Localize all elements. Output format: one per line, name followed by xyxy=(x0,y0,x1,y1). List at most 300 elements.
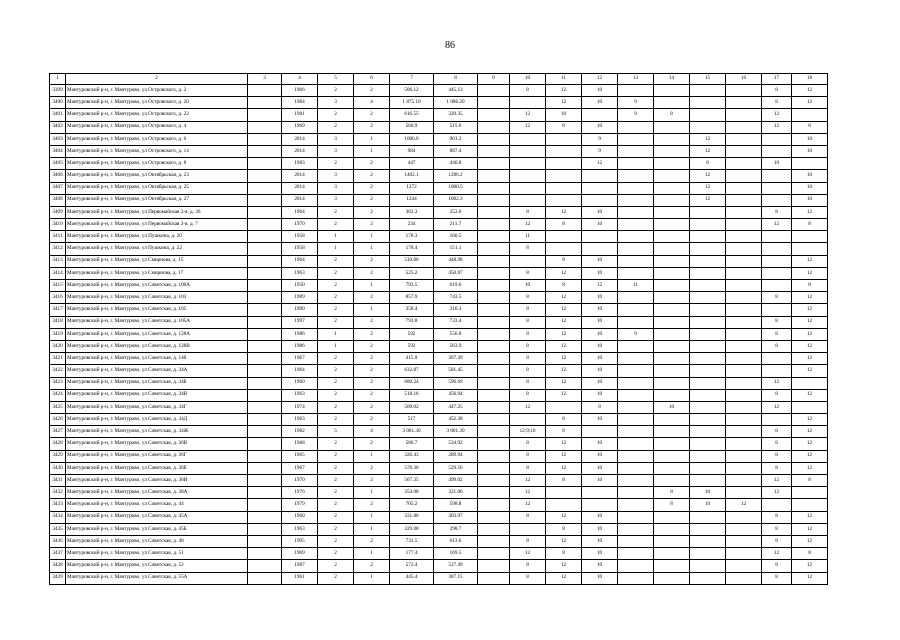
table-cell: 12 xyxy=(792,365,828,377)
table-cell xyxy=(654,560,690,572)
table-cell: 8 xyxy=(510,267,546,279)
table-cell xyxy=(690,450,726,462)
table-cell: 12 xyxy=(726,499,762,511)
table-cell xyxy=(546,487,582,499)
table-cell: 2 xyxy=(318,487,354,499)
table-cell xyxy=(654,243,690,255)
table-cell: 733.4 xyxy=(434,316,478,328)
table-cell xyxy=(478,255,510,267)
table-cell: 8 xyxy=(546,414,582,426)
table-cell: 596.69 xyxy=(434,377,478,389)
table-cell: 12 xyxy=(762,121,792,133)
table-cell: 12 xyxy=(762,377,792,389)
table-cell: 1989 xyxy=(282,292,318,304)
table-cell: 298.7 xyxy=(434,523,478,535)
table-cell: 2 xyxy=(354,353,390,365)
table-cell: 12 xyxy=(510,109,546,121)
table-cell: 506.12 xyxy=(390,85,434,97)
table-row xyxy=(50,450,828,462)
table-cell: 12 xyxy=(546,353,582,365)
table-cell: 3 xyxy=(318,133,354,145)
table-cell xyxy=(618,340,654,352)
address-cell: Мантуровский р-н, г. Мантурово, ул Советская, д. 51 xyxy=(66,548,248,560)
table-cell xyxy=(690,243,726,255)
table-cell xyxy=(726,560,762,572)
table-cell: 8 xyxy=(510,450,546,462)
table-cell: 12 xyxy=(546,438,582,450)
table-cell xyxy=(654,231,690,243)
table-cell xyxy=(478,414,510,426)
table-cell xyxy=(478,535,510,547)
table-cell: 1965 xyxy=(282,450,318,462)
table-cell xyxy=(726,377,762,389)
table-cell xyxy=(618,426,654,438)
address-cell: Мантуровский р-н, г. Мантурово, ул Советская, д. 45А xyxy=(66,511,248,523)
table-cell: 598.8 xyxy=(434,499,478,511)
table-cell: 12 xyxy=(792,328,828,340)
table-cell xyxy=(654,182,690,194)
table-cell xyxy=(618,145,654,157)
table-cell: 1963 xyxy=(282,523,318,535)
table-cell: 567.35 xyxy=(390,475,434,487)
table-cell: 2 xyxy=(354,535,390,547)
table-cell: 560.9 xyxy=(390,121,434,133)
table-cell: 354.08 xyxy=(390,487,434,499)
table-cell: 447 xyxy=(390,158,434,170)
table-cell xyxy=(654,280,690,292)
table-row xyxy=(50,243,828,255)
table-cell: 8 xyxy=(546,219,582,231)
table-cell: 10 xyxy=(582,438,618,450)
table-cell: 8 xyxy=(762,535,792,547)
address-cell: Мантуровский р-н, г. Мантурово, ул Советская, д. 34Д xyxy=(66,414,248,426)
table-cell: 12 xyxy=(792,255,828,267)
address-cell: Мантуровский р-н, г. Мантурово, ул Советская, д. 34Г xyxy=(66,401,248,413)
table-cell xyxy=(478,560,510,572)
table-cell xyxy=(510,158,546,170)
table-cell xyxy=(582,426,618,438)
address-cell: Мантуровский р-н, г. Мантурово, ул Пушкина, д. 20 xyxy=(66,231,248,243)
table-cell: 1958 xyxy=(282,243,318,255)
address-cell: Мантуровский р-н, г. Мантурово, ул Островского, д. 20 xyxy=(66,97,248,109)
table-cell xyxy=(654,475,690,487)
table-cell: 2 xyxy=(318,267,354,279)
table-cell: 1286.2 xyxy=(434,170,478,182)
table-cell: 518.16 xyxy=(390,389,434,401)
table-cell: 12 xyxy=(582,158,618,170)
table-row xyxy=(50,170,828,182)
row-number-cell: 3420 xyxy=(50,340,66,352)
table-cell xyxy=(248,499,282,511)
table-cell: 8 xyxy=(762,426,792,438)
table-cell: 2 xyxy=(354,255,390,267)
table-cell: 8 xyxy=(762,340,792,352)
table-cell xyxy=(726,353,762,365)
table-cell: 743.5 xyxy=(434,292,478,304)
table-cell xyxy=(478,438,510,450)
table-cell xyxy=(546,182,582,194)
column-header: 1 xyxy=(50,74,66,85)
column-header: 5 xyxy=(318,74,354,85)
table-cell: 2 xyxy=(354,499,390,511)
table-cell: 1 xyxy=(354,523,390,535)
table-cell: 12 xyxy=(792,206,828,218)
table-cell xyxy=(654,572,690,584)
table-cell xyxy=(690,535,726,547)
table-row xyxy=(50,121,828,133)
table-cell: 12 xyxy=(792,353,828,365)
table-cell: 12 xyxy=(510,401,546,413)
address-cell: Мантуровский р-н, г. Мантурово, ул Советская, д. 52 xyxy=(66,560,248,572)
table-cell xyxy=(582,499,618,511)
table-cell xyxy=(726,340,762,352)
table-cell xyxy=(654,548,690,560)
table-cell xyxy=(762,145,792,157)
table-cell: 10 xyxy=(582,560,618,572)
table-cell xyxy=(762,133,792,145)
table-cell: 2 xyxy=(354,389,390,401)
table-cell xyxy=(618,535,654,547)
table-cell: 303.97 xyxy=(434,511,478,523)
table-cell: 12 xyxy=(546,97,582,109)
table-cell: 12 xyxy=(792,292,828,304)
table-cell: 8 xyxy=(510,389,546,401)
table-cell: 12 xyxy=(510,121,546,133)
table-cell: 12 xyxy=(510,475,546,487)
row-number-cell: 3419 xyxy=(50,328,66,340)
table-row xyxy=(50,414,828,426)
row-number-cell: 3408 xyxy=(50,194,66,206)
table-cell xyxy=(618,401,654,413)
table-cell xyxy=(478,426,510,438)
column-header: 9 xyxy=(478,74,510,85)
table-cell: 3 xyxy=(318,194,354,206)
table-cell xyxy=(726,548,762,560)
table-cell: 510.06 xyxy=(390,255,434,267)
table-cell: 1 xyxy=(354,231,390,243)
table-cell: 2 xyxy=(318,438,354,450)
table-cell xyxy=(248,523,282,535)
table-cell: 456.94 xyxy=(434,389,478,401)
table-cell: 8 xyxy=(510,572,546,584)
table-cell xyxy=(478,145,510,157)
table-cell: 10 xyxy=(546,109,582,121)
address-cell: Мантуровский р-н, г. Мантурово, ул Советская, д. 36Г xyxy=(66,450,248,462)
table-cell: 452.38 xyxy=(434,414,478,426)
table-cell: 12 xyxy=(792,340,828,352)
table-cell xyxy=(478,304,510,316)
table-row xyxy=(50,462,828,474)
table-cell: 556.8 xyxy=(434,328,478,340)
table-cell: 1964 xyxy=(282,365,318,377)
table-cell: 1 xyxy=(354,450,390,462)
table-cell: 887.4 xyxy=(434,145,478,157)
table-cell: 1961 xyxy=(282,572,318,584)
table-cell xyxy=(762,353,792,365)
table-cell xyxy=(726,280,762,292)
table-cell: 12 xyxy=(510,219,546,231)
table-cell: 1950 xyxy=(282,280,318,292)
table-row xyxy=(50,560,828,572)
row-number-cell: 3434 xyxy=(50,511,66,523)
table-cell xyxy=(248,535,282,547)
table-cell: 448.98 xyxy=(434,255,478,267)
table-cell: 1 xyxy=(354,572,390,584)
address-cell: Мантуровский р-н, г. Мантурово, ул Советская, д. 128В xyxy=(66,340,248,352)
table-cell: 1964 xyxy=(282,255,318,267)
table-row xyxy=(50,328,828,340)
table-cell xyxy=(546,401,582,413)
table-cell xyxy=(762,365,792,377)
table-cell: 8 xyxy=(762,572,792,584)
table-cell: 10 xyxy=(762,158,792,170)
table-cell xyxy=(618,133,654,145)
table-cell: 1 xyxy=(354,280,390,292)
table-cell xyxy=(618,292,654,304)
table-cell: 619.6 xyxy=(434,280,478,292)
table-cell: 2 xyxy=(318,377,354,389)
table-cell: 12 xyxy=(792,267,828,279)
table-cell xyxy=(762,280,792,292)
table-cell xyxy=(478,267,510,279)
table-cell: 4 xyxy=(354,426,390,438)
table-cell: 10 xyxy=(792,194,828,206)
table-cell xyxy=(654,377,690,389)
table-cell: 2 xyxy=(318,560,354,572)
table-cell xyxy=(690,462,726,474)
table-cell xyxy=(478,158,510,170)
table-cell xyxy=(726,292,762,304)
table-cell xyxy=(654,158,690,170)
table-cell xyxy=(762,267,792,279)
table-cell: 12 xyxy=(792,85,828,97)
table-cell: 2 xyxy=(318,304,354,316)
table-cell xyxy=(726,487,762,499)
address-cell: Мантуровский р-н, г. Мантурово, ул Первомайская 2-я, д. 7 xyxy=(66,219,248,231)
table-cell: 12 xyxy=(792,304,828,316)
table-row xyxy=(50,267,828,279)
table-cell xyxy=(248,401,282,413)
table-cell: 1244 xyxy=(390,194,434,206)
table-cell: 12 xyxy=(792,572,828,584)
column-header: 16 xyxy=(726,74,762,85)
column-header: 8 xyxy=(434,74,478,85)
table-cell: 1 xyxy=(354,304,390,316)
table-cell: 12;9;10 xyxy=(510,426,546,438)
table-cell xyxy=(510,97,546,109)
table-cell: 2 xyxy=(318,353,354,365)
table-cell xyxy=(690,572,726,584)
table-cell: 8 xyxy=(510,560,546,572)
table-row xyxy=(50,194,828,206)
table-cell xyxy=(690,121,726,133)
table-cell xyxy=(618,255,654,267)
table-cell: 10 xyxy=(792,133,828,145)
table-cell: 1 xyxy=(318,340,354,352)
row-number-cell: 3436 xyxy=(50,535,66,547)
table-cell xyxy=(618,548,654,560)
table-body xyxy=(50,85,828,585)
table-row xyxy=(50,572,828,584)
table-cell: 8 xyxy=(792,280,828,292)
table-cell xyxy=(690,255,726,267)
column-header: 2 xyxy=(66,74,248,85)
table-cell: 2 xyxy=(318,523,354,535)
table-cell xyxy=(618,121,654,133)
table-cell xyxy=(582,182,618,194)
table-cell: 10 xyxy=(792,182,828,194)
table-row xyxy=(50,535,828,547)
table-cell xyxy=(248,133,282,145)
table-cell xyxy=(248,97,282,109)
table-cell: 1 xyxy=(354,511,390,523)
table-cell xyxy=(478,401,510,413)
row-number-cell: 3402 xyxy=(50,121,66,133)
table-cell: 1979 xyxy=(282,499,318,511)
table-cell: 12 xyxy=(546,365,582,377)
table-cell xyxy=(478,340,510,352)
table-cell xyxy=(726,121,762,133)
table-cell xyxy=(690,414,726,426)
table-cell: 10 xyxy=(582,340,618,352)
table-cell xyxy=(690,267,726,279)
table-cell: 1402.1 xyxy=(390,170,434,182)
table-cell: 12 xyxy=(546,328,582,340)
table-cell xyxy=(618,219,654,231)
table-cell xyxy=(726,85,762,97)
table-cell xyxy=(248,438,282,450)
table-cell: 12 xyxy=(690,170,726,182)
table-row xyxy=(50,182,828,194)
address-cell: Мантуровский р-н, г. Мантурово, ул Октябрьская, д. 25 xyxy=(66,182,248,194)
table-cell: 12 xyxy=(546,462,582,474)
table-cell xyxy=(654,414,690,426)
table-cell xyxy=(546,133,582,145)
table-cell: 10 xyxy=(792,170,828,182)
table-cell: 331.86 xyxy=(390,511,434,523)
table-cell xyxy=(248,548,282,560)
table-cell: 1995 xyxy=(282,535,318,547)
table-cell: 12 xyxy=(546,267,582,279)
table-cell: 8 xyxy=(510,304,546,316)
table-cell: 8 xyxy=(546,548,582,560)
table-cell: 178.4 xyxy=(390,243,434,255)
table-cell: 8 xyxy=(510,462,546,474)
table-cell: 5 xyxy=(318,426,354,438)
table-cell: 9 xyxy=(582,145,618,157)
table-cell: 12 xyxy=(546,560,582,572)
table-cell: 2 xyxy=(354,206,390,218)
row-number-cell: 3407 xyxy=(50,182,66,194)
row-number-cell: 3401 xyxy=(50,109,66,121)
table-row xyxy=(50,133,828,145)
table-row xyxy=(50,426,828,438)
table-cell xyxy=(726,194,762,206)
table-row xyxy=(50,219,828,231)
table-cell: 10 xyxy=(582,535,618,547)
table-cell: 2 xyxy=(318,109,354,121)
address-cell: Мантуровский р-н, г. Мантурово, ул Островского, д. 14 xyxy=(66,145,248,157)
address-cell: Мантуровский р-н, г. Мантурово, ул Советская, д. 38А xyxy=(66,487,248,499)
address-cell: Мантуровский р-н, г. Мантурово, ул Советская, д. 48 xyxy=(66,535,248,547)
address-cell: Мантуровский р-н, г. Мантурово, ул Октябрьская, д. 23 xyxy=(66,170,248,182)
table-cell xyxy=(690,560,726,572)
table-cell xyxy=(546,243,582,255)
table-cell: 1 xyxy=(318,328,354,340)
table-cell: 12 xyxy=(792,97,828,109)
table-cell: 8 xyxy=(690,158,726,170)
table-cell xyxy=(654,267,690,279)
table-cell xyxy=(654,194,690,206)
table-cell: 10 xyxy=(582,353,618,365)
address-cell: Мантуровский р-н, г. Мантурово, ул Советская, д. 100А xyxy=(66,280,248,292)
table-cell xyxy=(726,145,762,157)
table-cell: 8 xyxy=(510,206,546,218)
table-cell xyxy=(690,389,726,401)
table-cell: 1983 xyxy=(282,158,318,170)
table-cell xyxy=(654,511,690,523)
table-cell xyxy=(510,414,546,426)
table-cell: 363.3 xyxy=(390,206,434,218)
table-cell xyxy=(654,292,690,304)
table-cell: 1969 xyxy=(282,548,318,560)
table-cell xyxy=(618,206,654,218)
row-number-cell: 3422 xyxy=(50,365,66,377)
table-cell xyxy=(726,133,762,145)
table-row xyxy=(50,304,828,316)
table-cell: 1982 xyxy=(282,426,318,438)
table-cell: 534.92 xyxy=(434,438,478,450)
table-cell xyxy=(248,450,282,462)
table-cell xyxy=(546,158,582,170)
table-cell: 527.49 xyxy=(434,560,478,572)
table-cell: 8 xyxy=(546,475,582,487)
table-cell xyxy=(654,523,690,535)
table-cell: 509.02 xyxy=(390,401,434,413)
table-cell: 10 xyxy=(582,548,618,560)
table-cell xyxy=(690,340,726,352)
table-cell: 1997 xyxy=(282,316,318,328)
address-cell: Мантуровский р-н, г. Мантурово, ул Советская, д. 34В xyxy=(66,389,248,401)
table-cell: 1987 xyxy=(282,560,318,572)
table-cell xyxy=(248,328,282,340)
table-cell: 3 xyxy=(318,170,354,182)
table-cell xyxy=(248,182,282,194)
table-cell xyxy=(792,499,828,511)
address-cell: Мантуровский р-н, г. Мантурово, ул Октябрьская, д. 27 xyxy=(66,194,248,206)
table-cell: 10 xyxy=(582,511,618,523)
table-cell xyxy=(510,170,546,182)
table-cell xyxy=(726,170,762,182)
table-cell: 2 xyxy=(318,535,354,547)
table-cell: 446.8 xyxy=(434,158,478,170)
table-cell: 289.94 xyxy=(434,450,478,462)
table-cell xyxy=(510,145,546,157)
table-cell xyxy=(582,194,618,206)
table-cell xyxy=(690,292,726,304)
table-cell: 857.9 xyxy=(390,292,434,304)
table-cell xyxy=(654,133,690,145)
table-cell xyxy=(726,511,762,523)
table-cell: 12 xyxy=(510,487,546,499)
column-header: 15 xyxy=(690,74,726,85)
table-row xyxy=(50,316,828,328)
table-cell: 705.2 xyxy=(390,499,434,511)
table-cell xyxy=(582,243,618,255)
table-cell xyxy=(762,414,792,426)
table-cell xyxy=(618,572,654,584)
table-cell: 2 xyxy=(354,85,390,97)
